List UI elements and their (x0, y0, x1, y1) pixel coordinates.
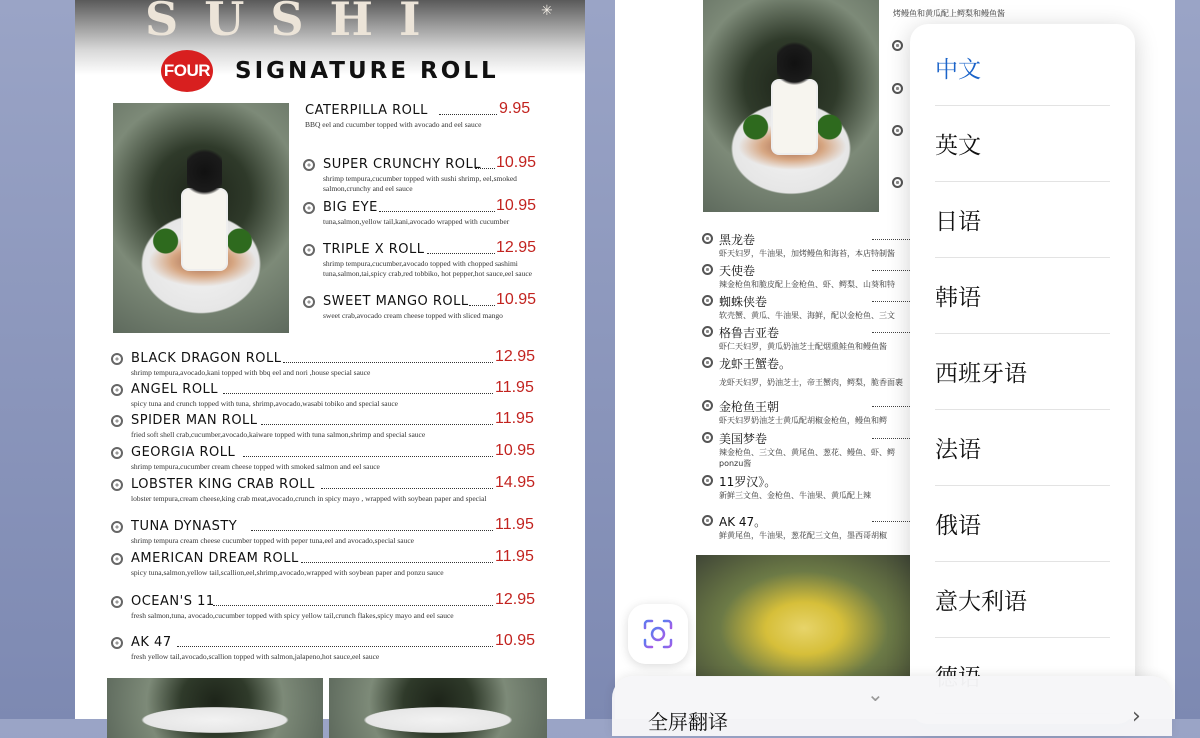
roll-description: spicy tuna,salmon,yellow tail,scallion,eel,shrimp,avocado,wrapped with soybean paper and ponzu sauce (131, 568, 444, 577)
roll-price: 10.95 (496, 197, 537, 214)
fullscreen-translate-label[interactable]: 全屏翻译 (648, 710, 728, 734)
language-option-italian[interactable]: 意大利语 (935, 562, 1110, 638)
sushi-photo-bottom-right (329, 678, 547, 738)
scan-camera-icon (642, 618, 674, 650)
roll-name: CATERPILLA ROLL (305, 103, 428, 118)
item-description: 新鲜三文鱼、金枪鱼、牛油果、黄瓜配上辣 (719, 491, 871, 500)
original-menu-panel (75, 0, 585, 719)
menu-subtitle: SIGNATURE ROLL (235, 58, 499, 84)
sushi-photo-bottom-left (107, 678, 323, 738)
roll-description: sweet crab,avocado cream cheese topped with sliced mango (323, 311, 503, 320)
roll-description: BBQ eel and cucumber topped with avocado and eel sauce (305, 120, 482, 129)
roll-description: shrimp tempura,cucumber,avocado topped with chopped sashimi tuna,salmon,tai,spicy crab,red tobbiko, hot pepper,hot sauce,eel sauce (323, 259, 533, 278)
item-description: 辣金枪鱼、三文鱼、黄尾鱼、葱花、鳗鱼、虾、鳄 (719, 448, 895, 457)
item-description: 鲜黄尾鱼，牛油果，葱花配三文鱼，墨西哥胡椒 (719, 531, 887, 540)
four-badge: FOUR (161, 50, 213, 92)
chevron-right-icon[interactable]: › (1132, 704, 1141, 729)
item-name: 格鲁吉亚卷 (719, 326, 780, 340)
bullet-icon (303, 159, 315, 171)
bullet-icon (111, 521, 123, 533)
roll-price: 11.95 (495, 410, 534, 427)
list-item (303, 239, 543, 292)
language-option-japanese[interactable]: 日语 (935, 182, 1110, 258)
bullet-icon (111, 384, 123, 396)
translated-sushi-photo (703, 0, 879, 212)
list-item (303, 197, 543, 240)
item-name: 龙虾王蟹卷。 (719, 357, 792, 371)
language-option-english[interactable]: 英文 (935, 106, 1110, 182)
item-description: 虾天妇罗奶油芝士黄瓜配胡椒金枪鱼，鳗鱼和鳄 (719, 416, 887, 425)
bullet-icon (111, 415, 123, 427)
bullet-icon (111, 479, 123, 491)
list-item (303, 154, 543, 197)
language-dropdown (910, 24, 1135, 724)
bottom-sheet[interactable] (612, 676, 1172, 736)
list-item (287, 100, 537, 143)
bullet-icon (111, 596, 123, 608)
roll-price: 10.95 (495, 442, 536, 459)
bullet-icon (303, 202, 315, 214)
roll-name: BLACK DRAGON ROLL (131, 351, 282, 366)
bullet-icon (892, 40, 903, 51)
roll-description: fresh salmon,tuna, avocado,cucumber topped with spicy yellow tail,crunch flakes,spicy mayo and eel sauce (131, 611, 454, 620)
bullet-icon (702, 400, 713, 411)
list-item (303, 291, 543, 334)
translated-top-line: 烤鳗鱼和黄瓜配上鳄梨和鳗鱼酱 (893, 9, 1005, 18)
roll-price: 11.95 (495, 516, 534, 533)
bullet-icon (892, 83, 903, 94)
item-description: 龙虾天妇罗，奶油芝士，帝王蟹肉，鳄梨，脆香面裹 (719, 378, 903, 387)
bullet-icon (303, 296, 315, 308)
roll-description: lobster tempura,cream cheese,king crab meat,avocado,crunch in spicy mayo , wrapped with soybean paper and special (131, 494, 487, 503)
list-item (111, 591, 541, 632)
list-item (111, 548, 541, 589)
item-name: AK 47。 (719, 515, 767, 529)
roll-price: 10.95 (496, 291, 537, 308)
roll-name: BIG EYE (323, 200, 378, 215)
item-description-extra: ponzu酱 (719, 459, 752, 468)
item-name: 金枪鱼王朝 (719, 400, 780, 414)
roll-name: GEORGIA ROLL (131, 445, 236, 460)
roll-description: fried soft shell crab,cucumber,avocado,kaiware topped with tuna salmon,shrimp and special sauce (131, 430, 426, 439)
roll-description: shrimp tempura,cucumber topped with sushi shrimp, eel,smoked salmon,crunchy and eel sauce (323, 174, 517, 193)
roll-price: 12.95 (496, 239, 537, 256)
chevron-down-icon[interactable]: ⌄ (867, 682, 884, 706)
roll-description: tuna,salmon,yellow tail,kani,avocado wrapped with cucumber (323, 217, 510, 226)
roll-name: AK 47 (131, 635, 172, 650)
bullet-icon (702, 264, 713, 275)
roll-description: shrimp tempura,cucumber cream cheese topped with smoked salmon and eel sauce (131, 462, 380, 471)
bullet-icon (892, 177, 903, 188)
roll-description: spicy tuna and crunch topped with tuna, shrimp,avocado,wasabi tobiko and special sauce (131, 399, 399, 408)
item-description: 虾仁天妇罗，黄瓜奶油芝士配烟熏鲑鱼和鳗鱼酱 (719, 342, 887, 351)
bullet-icon (702, 432, 713, 443)
roll-name: SWEET MANGO ROLL (323, 294, 469, 309)
bullet-icon (111, 637, 123, 649)
item-description: 软壳蟹、黄瓜、牛油果、海鲜，配以金枪鱼、三文 (719, 311, 895, 320)
bullet-icon (702, 326, 713, 337)
bullet-icon (702, 357, 713, 368)
roll-price: 12.95 (495, 348, 536, 365)
list-item (111, 474, 541, 515)
language-option-korean[interactable]: 韩语 (935, 258, 1110, 334)
scan-button[interactable] (628, 604, 688, 664)
list-item (111, 348, 541, 379)
item-description: 虾天妇罗，牛油果，加烤鳗鱼和海苔，本店特制酱 (719, 249, 895, 258)
roll-name: AMERICAN DREAM ROLL (131, 551, 299, 566)
language-option-french[interactable]: 法语 (935, 410, 1110, 486)
roll-description: shrimp tempura,avocado,kani topped with bbq eel and nori ,house special sauce (131, 368, 371, 377)
bullet-icon (702, 233, 713, 244)
roll-price: 14.95 (495, 474, 536, 491)
roll-description: shrimp tempura cream cheese cucumber topped with peper tuna,eel and avocado,special sauce (131, 536, 415, 545)
roll-price: 10.95 (495, 632, 536, 649)
brand-title: SUSHI (145, 0, 447, 46)
list-item (111, 632, 541, 663)
bullet-icon (111, 353, 123, 365)
sushi-photo (113, 103, 289, 333)
bullet-icon (111, 553, 123, 565)
bullet-icon (892, 125, 903, 136)
roll-name: OCEAN'S 11 (131, 594, 215, 609)
item-description: 辣金枪鱼和脆皮配上金枪鱼、虾、鳄梨、山葵和特 (719, 280, 895, 289)
roll-price: 11.95 (495, 548, 534, 565)
list-item (111, 379, 541, 410)
list-item (111, 442, 541, 473)
bullet-icon (702, 295, 713, 306)
language-option-chinese[interactable]: 中文 (935, 30, 1110, 106)
roll-name: TRIPLE X ROLL (323, 242, 425, 257)
roll-description: fresh yellow tail,avocado,scallion topped with salmon,jalapeno,hot sauce,eel sauce (131, 652, 380, 661)
roll-name: SUPER CRUNCHY ROLL (323, 157, 482, 172)
roll-name: TUNA DYNASTY (131, 519, 238, 534)
bullet-icon (111, 447, 123, 459)
bullet-icon (702, 515, 713, 526)
roll-name: SPIDER MAN ROLL (131, 413, 258, 428)
roll-price: 11.95 (495, 379, 534, 396)
language-option-spanish[interactable]: 西班牙语 (935, 334, 1110, 410)
roll-price: 10.95 (496, 154, 537, 171)
bullet-icon (702, 475, 713, 486)
bullet-icon (303, 244, 315, 256)
list-item (111, 410, 541, 441)
item-name: 天使卷 (719, 264, 756, 278)
roll-price: 9.95 (499, 100, 531, 117)
item-name: 黑龙卷 (719, 233, 756, 247)
menu-header (75, 0, 585, 100)
item-name: 11罗汉》。 (719, 475, 777, 489)
roll-name: ANGEL ROLL (131, 382, 219, 397)
translated-sushi-photo-bottom (696, 555, 912, 677)
list-item (111, 516, 541, 547)
roll-price: 12.95 (495, 591, 536, 608)
sparkle-icon: ✳ (541, 2, 553, 18)
language-option-russian[interactable]: 俄语 (935, 486, 1110, 562)
roll-name: LOBSTER KING CRAB ROLL (131, 477, 315, 492)
item-name: 蜘蛛侠卷 (719, 295, 768, 309)
item-name: 美国梦卷 (719, 432, 768, 446)
